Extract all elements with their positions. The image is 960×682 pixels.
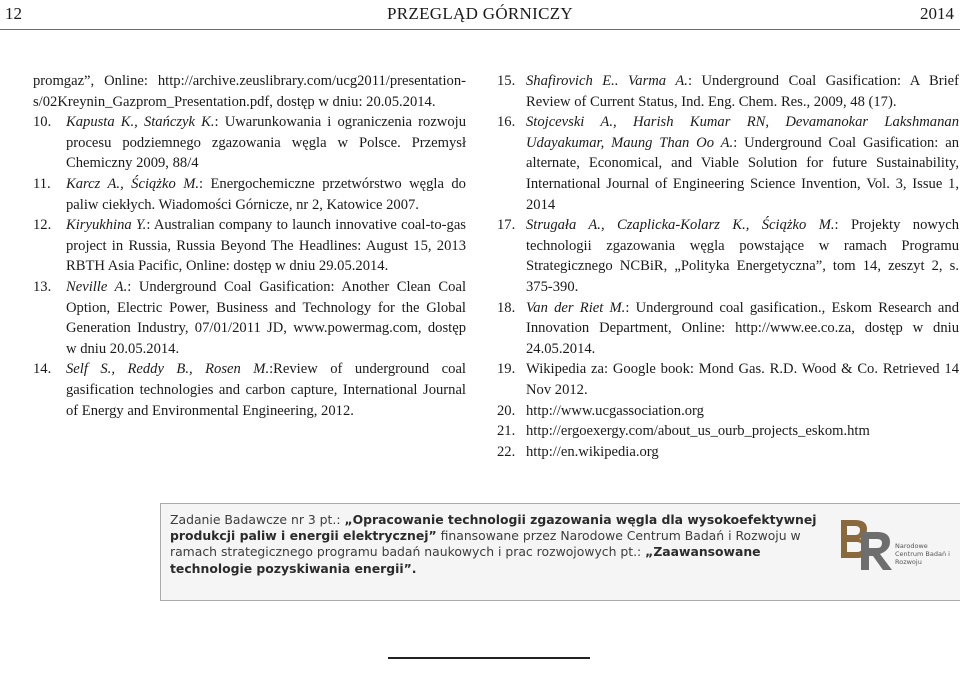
reference-text: : Underground Coal Gasification: A Brief Review of Current Status, Ind. Eng. Chem. Res., 2009, 48 (17). — [526, 73, 960, 110]
reference-item — [497, 112, 959, 215]
reference-item — [497, 298, 959, 360]
reference-authors: Kapusta K., Stańczyk K. — [66, 114, 215, 131]
reference-number: 16. — [497, 114, 516, 131]
reference-number: 11. — [33, 175, 51, 192]
reference-text: : Underground Coal Gasification: Another Clean Coal Option, Electric Power, Business and Technology for the Global Generation Industry, 07/01/2011 JD, www.powermag.com, dostęp w dniu 20.05.2014. — [66, 278, 466, 357]
reference-text: : Australian company to launch innovative coal-to-gas project in Russia, Russia Beyond The Headlines: August 15, 2013 RBTH Asia Pacific, Online: dostęp w dniu 29.05.2014. — [66, 217, 466, 275]
reference-number: 21. — [497, 423, 516, 440]
reference-authors: Van der Riet M. — [526, 299, 626, 316]
reference-number: 20. — [497, 402, 516, 419]
left-column — [33, 71, 466, 421]
reference-number: 14. — [33, 361, 52, 378]
reference-number: 12. — [33, 217, 52, 234]
reference-authors: Self S., Reddy B., Rosen M. — [66, 361, 270, 378]
right-column — [497, 71, 959, 462]
reference-continuation: promgaz”, Online: http://archive.zeuslibrary.com/ucg2011/presentation-s/02Kreynin_Gazprom_Presentation.pdf, dostęp w dniu: 20.05.2014. — [33, 73, 466, 110]
reference-item — [33, 359, 466, 421]
reference-number: 18. — [497, 299, 516, 316]
reference-link: http://en.wikipedia.org — [526, 443, 659, 460]
year: 2014 — [920, 4, 954, 23]
reference-text: : Energochemiczne przetwórstwo węgla do paliw ciekłych. Wiadomości Górnicze, nr 2, Katowice 2007. — [66, 175, 466, 213]
reference-authors: Shafirovich E.. Varma A. — [526, 73, 688, 89]
reference-text: : Underground Coal Gasification: an alternate, Economical, and Viable Solution for future Sustainability, International Journal of Engineering Science Invention, Vol. 3, Issue 1, 2014 — [526, 134, 959, 213]
reference-item — [497, 442, 959, 463]
reference-item — [497, 401, 959, 422]
page-header — [0, 0, 960, 32]
reference-item — [497, 71, 959, 112]
reference-authors: Karcz A., Ściążko M. — [66, 175, 199, 192]
program-title: „Zaawansowane technologie pozyskiwania energii”. — [170, 544, 761, 576]
header-divider — [0, 29, 960, 30]
reference-link: http://www.ucgassociation.org — [526, 402, 704, 419]
reference-authors: Neville A. — [66, 278, 128, 295]
ncbr-logo-icon — [835, 512, 895, 592]
bottom-divider — [388, 657, 590, 659]
funding-middle: finansowane przez Narodowe Centrum Badań i Rozwoju w ramach strategicznego programu badań naukowych i prac rozwojowych pt.: — [170, 528, 801, 560]
reference-text: Wikipedia za: Google book: Mond Gas. R.D. Wood & Co. Retrieved 14 Nov 2012. — [526, 361, 959, 398]
reference-item — [33, 277, 466, 359]
reference-item — [33, 215, 466, 277]
reference-number: 15. — [497, 73, 516, 89]
reference-item — [497, 215, 959, 297]
reference-text: : Uwarunkowania i ograniczenia rozwoju procesu podziemnego zgazowania węgla w Polsce. Przemysł Chemiczny 2009, 88/4 — [66, 114, 466, 172]
reference-number: 13. — [33, 278, 52, 295]
reference-authors: Strugała A., Czaplicka-Kolarz K., Ściążko M. — [526, 217, 835, 234]
reference-number: 22. — [497, 443, 516, 460]
journal-title: PRZEGLĄD GÓRNICZY — [387, 4, 573, 23]
reference-link: http://ergoexergy.com/about_us_ourb_projects_eskom.htm — [526, 423, 870, 440]
logo-caption: Narodowe Centrum Badań i Rozwoju — [895, 542, 950, 566]
reference-number: 17. — [497, 217, 516, 234]
reference-item — [33, 174, 466, 215]
reference-number: 19. — [497, 361, 516, 378]
page-number: 12 — [5, 4, 22, 23]
project-title: „Opracowanie technologii zgazowania węgla dla wysokoefektywnej produkcji paliw i energii elektrycznej” — [170, 512, 817, 544]
funding-banner — [160, 503, 960, 601]
reference-text: : Projekty nowych technologii zgazowania węgla powstające w ramach Programu Strategicznego NCBiR, „Polityka Energetyczna”, tom 14, zeszyt 2, s. 375-390. — [526, 217, 959, 295]
reference-item — [497, 359, 959, 400]
reference-text: :Review of underground coal gasification technologies and carbon capture, International Journal of Energy and Environmental Engineering, 2012. — [66, 361, 466, 419]
funding-intro: Zadanie Badawcze nr 3 pt.: — [170, 512, 345, 527]
reference-text: : Underground coal gasification., Eskom Research and Innovation Department, Online: http://www.ee.co.za, dostęp w dniu 24.05.2014. — [526, 299, 959, 357]
funding-statement — [170, 512, 830, 577]
reference-number: 10. — [33, 114, 52, 131]
reference-item — [33, 112, 466, 174]
ncbr-logo — [835, 512, 951, 592]
reference-item — [497, 421, 959, 442]
reference-authors: Kiryukhina Y. — [66, 217, 147, 234]
reference-authors: Stojcevski A., Harish Kumar RN, Devamanokar Lakshmanan Udayakumar, Maung Than Oo A. — [526, 114, 959, 151]
